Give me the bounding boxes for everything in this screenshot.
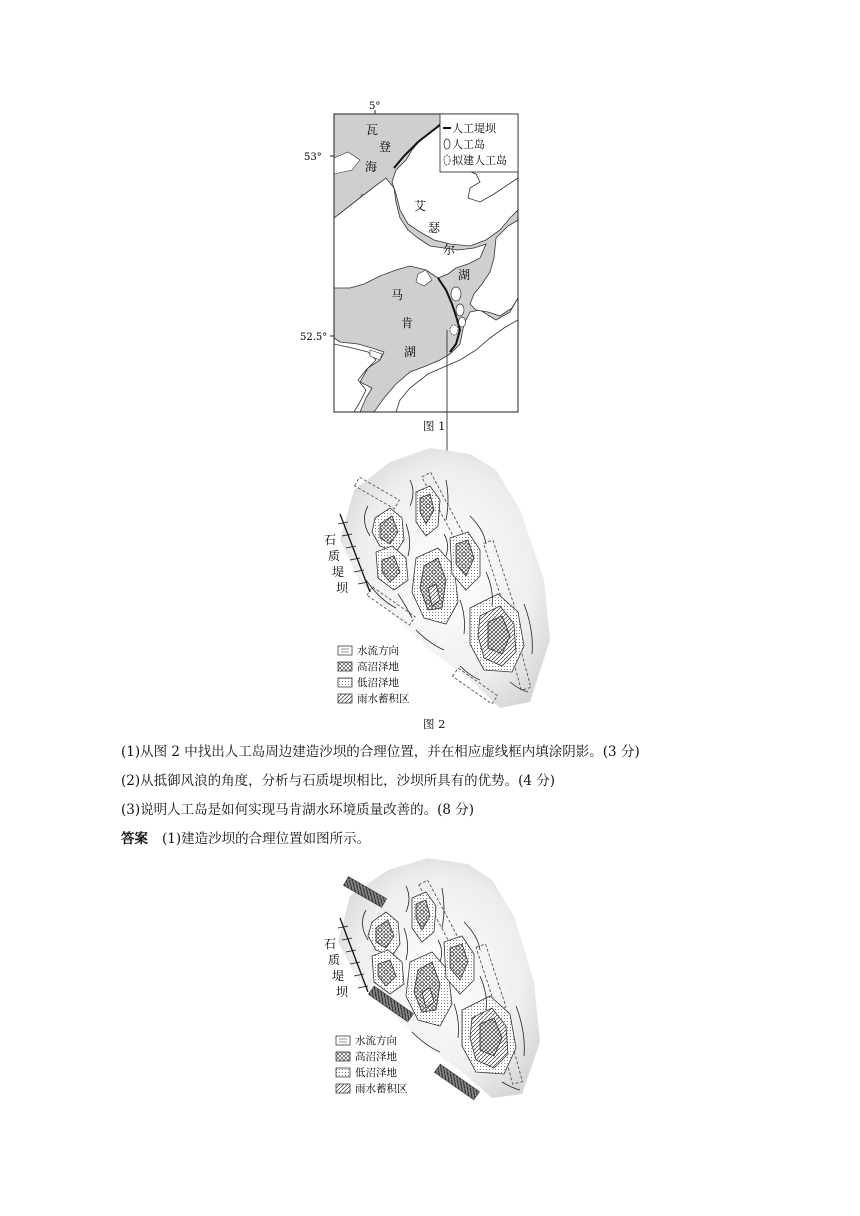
fig3-legend-high-marsh: 高沼泽地 <box>355 1051 397 1063</box>
answer-label: 答案 <box>121 831 148 847</box>
fig3-dam-char-3: 堤 <box>332 969 345 983</box>
fig3-dam-char-1: 石 <box>324 937 337 951</box>
fig2-dam-char-4: 坝 <box>336 581 349 595</box>
fig2-legend-high-marsh: 高沼泽地 <box>357 661 399 673</box>
question-2: (2)从抵御风浪的角度，分析与石质堤坝相比，沙坝所具有的优势。(4 分) <box>121 773 556 789</box>
ijssel-char-2: 瑟 <box>428 221 441 235</box>
fig2-dam-char-1: 石 <box>324 533 337 547</box>
legend-dam: 人工堤坝 <box>452 122 496 135</box>
planned-island-legend-icon <box>444 155 450 165</box>
figure-2-diagram <box>320 440 560 712</box>
figure-3-answer-diagram <box>320 852 560 1102</box>
marker-char-2: 肯 <box>401 316 414 330</box>
figure-2-caption: 图 2 <box>423 717 446 731</box>
legend-planned-island: 拟建人工岛 <box>452 154 507 167</box>
wadden-char-1: 瓦 <box>366 123 379 137</box>
wadden-char-3: 海 <box>365 160 378 174</box>
fig3-dam-char-4: 坝 <box>336 985 349 999</box>
fig2-legend-flow: 水流方向 <box>357 645 399 657</box>
figure-1-map <box>300 98 530 418</box>
fig3-dam-char-2: 质 <box>328 953 341 967</box>
legend-island: 人工岛 <box>452 138 485 151</box>
fig3-legend-rain-area: 雨水蓄积区 <box>355 1083 408 1095</box>
fig3-legend-flow: 水流方向 <box>355 1035 397 1047</box>
ijssel-char-1: 艾 <box>414 199 427 213</box>
latitude-label-53: 53° <box>304 152 322 163</box>
fig2-legend <box>338 644 410 705</box>
marker-char-3: 湖 <box>404 345 417 359</box>
ijssel-char-4: 湖 <box>458 268 471 282</box>
latitude-label-52-5: 52.5° <box>300 332 328 343</box>
wadden-char-2: 登 <box>379 140 392 154</box>
ijssel-char-3: 尔 <box>443 243 456 257</box>
fig3-legend <box>336 1034 408 1095</box>
fig2-legend-rain-area: 雨水蓄积区 <box>357 693 410 705</box>
marker-char-1: 马 <box>391 288 404 302</box>
answer-text: (1)建造沙坝的合理位置如图所示。 <box>162 831 371 847</box>
longitude-label: 5° <box>369 101 381 112</box>
fig2-dam-char-2: 质 <box>328 549 341 563</box>
fig2-dam-char-3: 堤 <box>332 565 345 579</box>
question-1: (1)从图 2 中找出人工岛周边建造沙坝的合理位置，并在相应虚线框内填涂阴影。(3 分) <box>121 744 640 760</box>
figure-1-caption: 图 1 <box>423 419 446 433</box>
island-legend-icon <box>444 139 450 149</box>
question-3: (3)说明人工岛是如何实现马肯湖水环境质量改善的。(8 分) <box>121 802 475 818</box>
answer-line <box>121 827 370 847</box>
fig3-legend-low-marsh: 低沼泽地 <box>355 1067 397 1079</box>
fig2-legend-low-marsh: 低沼泽地 <box>357 677 399 689</box>
